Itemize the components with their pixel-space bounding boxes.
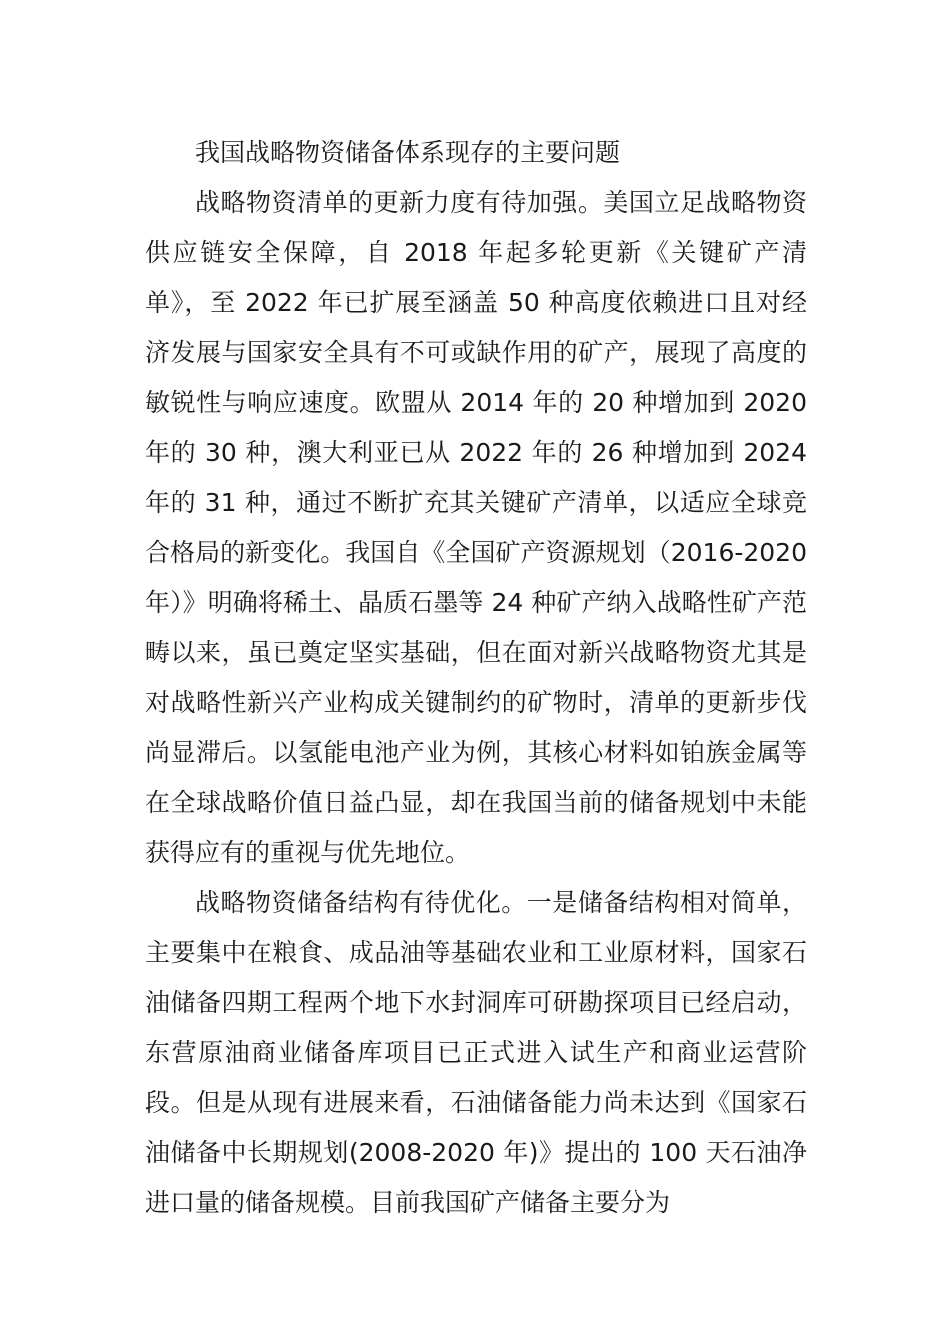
paragraph-checklist-update: 战略物资清单的更新力度有待加强。美国立足战略物资供应链安全保障，自 2018 年起多轮更新《关键矿产清单》，至 2022 年已扩展至涵盖 50 种高度依赖进口且对经济发展与国家安全具有不可或缺作用的矿产，展现了高度的敏锐性与响应速度。欧盟从 2014 年的 20 种增加到 2020 年的 30 种，澳大利亚已从 2022 年的 26 种增加到 2024 年的 31 种，通过不断扩充其关键矿产清单，以适应全球竞合格局的新变化。我国自《全国矿产资源规划（2016-2020 年）》明确将稀土、晶质石墨等 24 种矿产纳入战略性矿产范畴以来，虽已奠定坚实基础，但在面对新兴战略物资尤其是对战略性新兴产业构成关键制约的矿物时，清单的更新步伐尚显滞后。以氢能电池产业为例，其核心材料如铂族金属等在全球战略价值日益凸显，却在我国当前的储备规划中未能获得应有的重视与优先地位。 xyxy=(145,188,807,867)
document-body xyxy=(145,128,807,1228)
section-heading: 我国战略物资储备体系现存的主要问题 xyxy=(195,138,621,167)
paragraph-reserve-structure: 战略物资储备结构有待优化。一是储备结构相对简单，主要集中在粮食、成品油等基础农业和工业原材料，国家石油储备四期工程两个地下水封洞库可研勘探项目已经启动，东营原油商业储备库项目已正式进入试生产和商业运营阶段。但是从现有进展来看，石油储备能力尚未达到《国家石油储备中长期规划(2008-2020 年)》提出的 100 天石油净进口量的储备规模。目前我国矿产储备主要分为 xyxy=(145,888,807,1217)
